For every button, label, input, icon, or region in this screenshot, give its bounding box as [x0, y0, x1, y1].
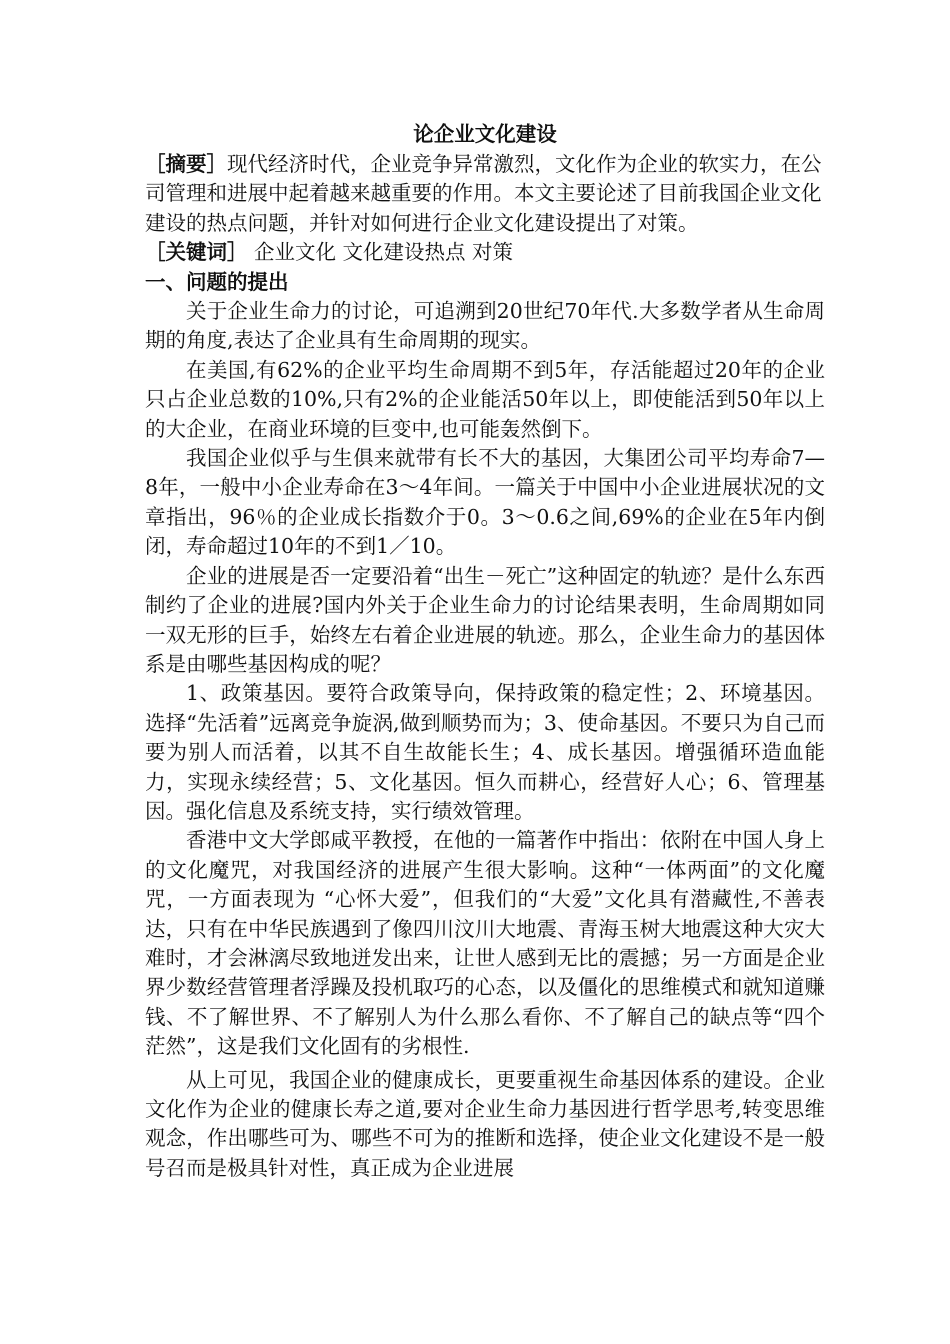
- keywords-label: ［关键词］: [145, 240, 248, 265]
- paragraph-5: 1、政策基因。要符合政策导向，保持政策的稳定性；2、环境基因。选择“先活着”远离竞争旋涡,做到顺势而为；3、使命基因。不要只为自己而要为别人而活着，以其不自生故能长生；4、成长基因。增强循环造血能力，实现永续经营；5、文化基因。恒久而耕心，经营好人心；6、管理基因。强化信息及系统支持，实行绩效管理。: [145, 681, 825, 823]
- document-page: [145, 118, 825, 1183]
- section-heading-1: 一、问题的提出: [145, 269, 289, 294]
- document-title: 论企业文化建设: [413, 122, 557, 146]
- paragraph-6: 香港中文大学郎咸平教授，在他的一篇著作中指出：依附在中国人身上的文化魔咒，对我国经济的进展产生很大影响。这种“一体两面”的文化魔咒，一方面表现为 “心怀大爱”，但我们的“大爱”文化具有潜藏性,不善表达，只有在中华民族遇到了像四川汶川大地震、青海玉树大地震这种大灾大难时，才会淋漓尽致地迸发出来，让世人感到无比的震撼；另一方面是企业界少数经营管理者浮躁及投机取巧的心态，以及僵化的思维模式和就知道赚钱、不了解世界、不了解别人为什么那么看你、不了解自己的缺点等“四个茫然”，这是我们文化固有的劣根性.: [145, 828, 825, 1059]
- paragraph-3: 我国企业似乎与生俱来就带有长不大的基因，大集团公司平均寿命7—8年，一般中小企业寿命在3～4年间。一篇关于中国中小企业进展状况的文章指出，96％的企业成长指数介于0。3～0.6之间,69%的企业在5年内倒闭，寿命超过10年的不到1／10。: [145, 446, 825, 559]
- abstract: [145, 150, 825, 238]
- paragraph-1: 关于企业生命力的讨论，可追溯到20世纪70年代.大多数学者从生命周期的角度,表达了企业具有生命周期的现实。: [145, 299, 825, 353]
- keywords-text: 企业文化 文化建设热点 对策: [247, 240, 514, 265]
- paragraph-7: 从上可见，我国企业的健康成长，更要重视生命基因体系的建设。企业文化作为企业的健康长寿之道,要对企业生命力基因进行哲学思考,转变思维观念，作出哪些可为、哪些不可为的推断和选择，使企业文化建设不是一般号召而是极具针对性，真正成为企业进展: [145, 1067, 825, 1180]
- paragraph-4: 企业的进展是否一定要沿着“出生－死亡”这种固定的轨迹？是什么东西制约了企业的进展?国内外关于企业生命力的讨论结果表明，生命周期如同一双无形的巨手，始终左右着企业进展的轨迹。那么，企业生命力的基因体系是由哪些基因构成的呢？: [145, 563, 825, 676]
- paragraph-2: 在美国,有62%的企业平均生命周期不到5年，存活能超过20年的企业只占企业总数的10%,只有2%的企业能活50年以上，即使能活到50年以上的大企业，在商业环境的巨变中,也可能轰然倒下。: [145, 357, 825, 441]
- abstract-label: ［摘要］: [145, 152, 227, 176]
- abstract-text: 现代经济时代，企业竞争异常激烈，文化作为企业的软实力，在公司管理和进展中起着越来越重要的作用。本文主要论述了目前我国企业文化建设的热点问题，并针对如何进行企业文化建设提出了对策。: [145, 152, 822, 235]
- keywords: [145, 238, 825, 267]
